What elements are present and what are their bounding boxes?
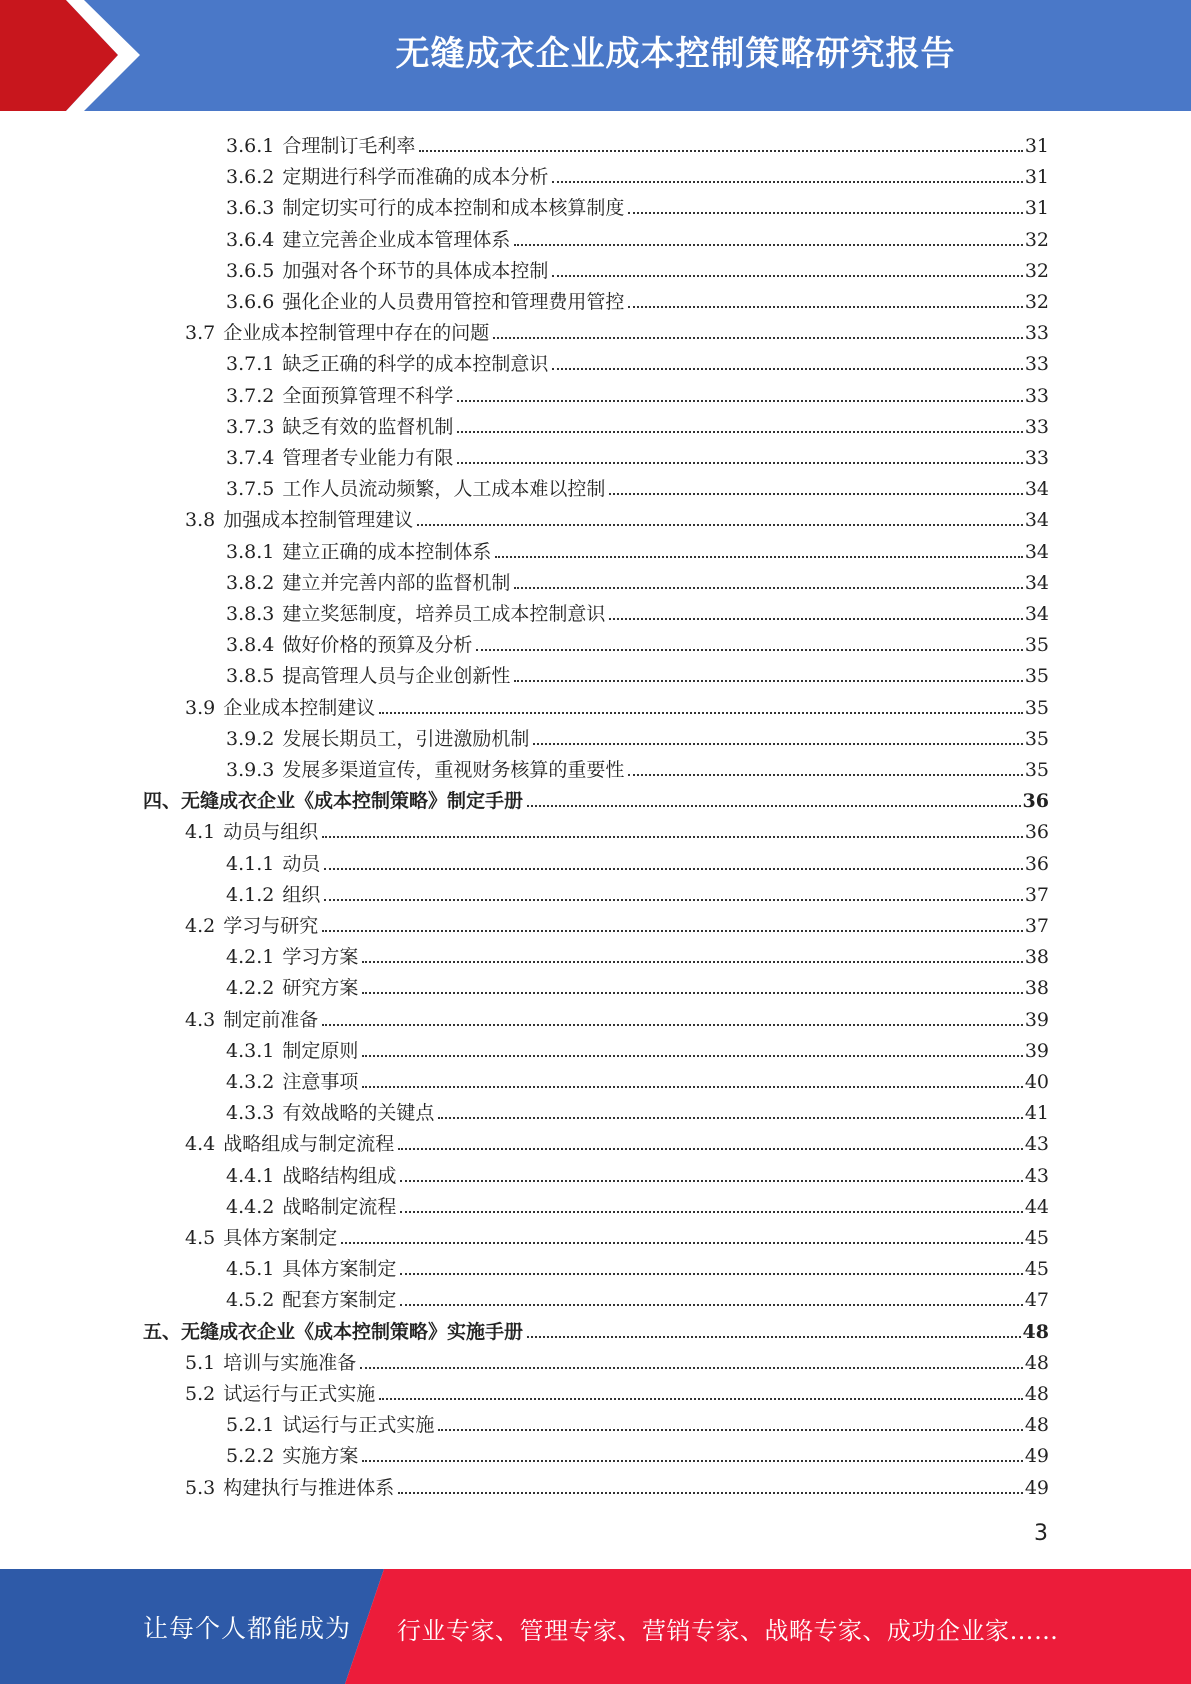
toc-entry[interactable] <box>185 1125 1049 1156</box>
toc-dot-leader <box>552 181 1022 183</box>
toc-entry-page: 35 <box>1024 727 1049 750</box>
toc-entry-number: 3.7.5 <box>226 478 275 501</box>
toc-entry-page: 48 <box>1024 1351 1049 1374</box>
toc-entry-number: 4.5 <box>185 1227 216 1249</box>
toc-entry-page: 48 <box>1024 1414 1049 1437</box>
toc-entry-page: 37 <box>1024 915 1049 937</box>
toc-entry-label: 注意事项 <box>282 1071 359 1093</box>
toc-entry-label: 缺乏正确的科学的成本控制意识 <box>282 353 549 376</box>
toc-entry-page: 34 <box>1024 603 1049 625</box>
toc-entry-label: 建立正确的成本控制体系 <box>282 540 492 563</box>
toc-entry-label: 有效战略的关键点 <box>282 1102 435 1125</box>
toc-entry-number: 3.9.3 <box>226 759 275 781</box>
toc-entry-label: 强化企业的人员费用管控和管理费用管控 <box>282 291 625 313</box>
toc-entry-page: 31 <box>1024 135 1049 157</box>
toc-dot-leader <box>609 493 1022 495</box>
toc-entry[interactable] <box>185 813 1049 844</box>
toc-entry-number: 4.3.2 <box>226 1071 275 1093</box>
page-header <box>0 0 1191 111</box>
toc-entry[interactable] <box>226 533 1049 564</box>
toc-entry[interactable] <box>226 283 1049 314</box>
toc-entry-page: 45 <box>1024 1258 1049 1281</box>
toc-entry-label: 缺乏有效的监督机制 <box>282 415 454 438</box>
toc-entry-number: 3.7.3 <box>226 415 275 438</box>
toc-entry[interactable] <box>226 595 1049 626</box>
toc-entry-page: 34 <box>1024 540 1049 563</box>
toc-entry-page: 35 <box>1024 759 1049 781</box>
toc-entry-label: 构建执行与推进体系 <box>223 1476 395 1499</box>
toc-entry-number: 3.6.4 <box>226 228 275 251</box>
toc-entry-label: 提高管理人员与企业创新性 <box>282 665 511 688</box>
toc-entry[interactable] <box>185 501 1049 532</box>
toc-dot-leader <box>628 306 1022 308</box>
toc-entry-page: 36 <box>1024 821 1049 844</box>
toc-entry-number: 4.2.2 <box>226 977 275 1000</box>
page-number: 3 <box>1034 1521 1048 1546</box>
toc-entry-page: 45 <box>1024 1227 1049 1249</box>
toc-entry[interactable] <box>143 1313 1049 1344</box>
toc-dot-leader <box>324 899 1022 901</box>
toc-entry[interactable] <box>226 470 1049 501</box>
toc-entry-page: 35 <box>1024 665 1049 688</box>
toc-entry-page: 34 <box>1024 509 1049 532</box>
toc-entry-page: 47 <box>1024 1289 1049 1312</box>
toc-entry-number: 5.1 <box>185 1351 216 1374</box>
toc-entry-label: 战略结构组成 <box>282 1164 397 1187</box>
toc-entry[interactable] <box>226 845 1049 876</box>
toc-dot-leader <box>398 1492 1023 1494</box>
toc-entry-page: 33 <box>1024 415 1049 438</box>
toc-entry-number: 3.7.4 <box>226 447 275 469</box>
toc-entry-number: 3.8.3 <box>226 603 275 625</box>
toc-dot-leader <box>322 836 1023 838</box>
toc-entry[interactable] <box>226 158 1049 189</box>
toc-entry-label: 加强成本控制管理建议 <box>223 509 414 532</box>
toc-entry-label: 无缝成衣企业《成本控制策略》实施手册 <box>181 1320 524 1343</box>
toc-dot-leader <box>398 1148 1023 1150</box>
toc-entry-label: 学习方案 <box>282 946 359 969</box>
toc-entry-label: 建立奖惩制度，培养员工成本控制意识 <box>282 603 606 625</box>
toc-entry-page: 33 <box>1024 322 1049 345</box>
toc-entry-number: 3.6.2 <box>226 166 275 189</box>
toc-entry-page: 35 <box>1024 696 1049 719</box>
toc-dot-leader <box>495 556 1022 558</box>
toc-entry-page: 38 <box>1024 946 1049 969</box>
toc-entry-label: 制定原则 <box>282 1039 359 1062</box>
toc-entry-number: 4.3.1 <box>226 1039 275 1062</box>
toc-entry[interactable] <box>185 314 1049 345</box>
toc-entry-page: 32 <box>1024 291 1049 313</box>
toc-entry-number: 5.2.2 <box>226 1445 275 1468</box>
toc-entry-label: 战略组成与制定流程 <box>223 1133 395 1156</box>
toc-dot-leader <box>514 244 1022 246</box>
header-chevron-icon <box>0 0 160 111</box>
toc-entry[interactable] <box>226 1188 1049 1219</box>
toc-dot-leader <box>362 961 1022 963</box>
toc-entry-number: 4.1.2 <box>226 883 275 906</box>
toc-dot-leader <box>514 680 1022 682</box>
toc-dot-leader <box>379 712 1023 714</box>
toc-entry[interactable] <box>226 252 1049 283</box>
toc-entry-label: 全面预算管理不科学 <box>282 384 454 407</box>
toc-entry-label: 制定切实可行的成本控制和成本核算制度 <box>282 197 625 220</box>
toc-entry-number: 5.2 <box>185 1383 216 1405</box>
toc-entry-label: 制定前准备 <box>223 1008 319 1031</box>
toc-entry[interactable] <box>226 938 1049 969</box>
toc-entry[interactable] <box>226 876 1049 907</box>
toc-dot-leader <box>476 649 1022 651</box>
toc-entry-number: 4.4.1 <box>226 1164 275 1187</box>
toc-dot-leader <box>457 400 1022 402</box>
toc-entry-page: 32 <box>1024 259 1049 282</box>
toc-dot-leader <box>493 337 1023 339</box>
toc-dot-leader <box>322 1024 1023 1026</box>
toc-entry[interactable] <box>226 127 1049 158</box>
toc-entry[interactable] <box>226 1032 1049 1063</box>
toc-entry[interactable] <box>226 751 1049 782</box>
toc-entry-page: 43 <box>1024 1164 1049 1187</box>
toc-entry[interactable] <box>226 1437 1049 1468</box>
toc-entry-number: 3.7.2 <box>226 384 275 407</box>
toc-entry-label: 发展多渠道宣传，重视财务核算的重要性 <box>282 759 625 781</box>
toc-entry-page: 31 <box>1024 166 1049 189</box>
toc-dot-leader <box>527 1336 1021 1338</box>
toc-entry-number: 4.4.2 <box>226 1195 275 1218</box>
toc-entry-label: 企业成本控制管理中存在的问题 <box>223 322 490 345</box>
toc-dot-leader <box>362 1086 1022 1088</box>
toc-entry-number: 3.8.5 <box>226 665 275 688</box>
toc-entry-page: 49 <box>1024 1445 1049 1468</box>
toc-entry-number: 4.4 <box>185 1133 216 1156</box>
toc-entry-number: 3.7.1 <box>226 353 275 376</box>
toc-entry-page: 38 <box>1024 977 1049 1000</box>
toc-dot-leader <box>417 524 1023 526</box>
toc-entry-label: 培训与实施准备 <box>223 1351 357 1374</box>
toc-entry-label: 无缝成衣企业《成本控制策略》制定手册 <box>181 790 524 813</box>
toc-dot-leader <box>362 1460 1022 1462</box>
toc-dot-leader <box>419 150 1022 152</box>
toc-entry-page: 39 <box>1024 1039 1049 1062</box>
header-title: 无缝成衣企业成本控制策略研究报告 <box>395 34 956 74</box>
toc-dot-leader <box>400 1304 1022 1306</box>
toc-entry[interactable] <box>226 408 1049 439</box>
toc-dot-leader <box>379 1398 1023 1400</box>
toc-entry-page: 31 <box>1024 197 1049 220</box>
toc-entry[interactable] <box>226 1406 1049 1437</box>
toc-entry-number: 4.2 <box>185 915 216 937</box>
toc-entry-page: 48 <box>1024 1383 1049 1405</box>
toc-entry-number: 4.2.1 <box>226 946 275 969</box>
toc-entry-label: 管理者专业能力有限 <box>282 447 454 469</box>
toc-entry-label: 试运行与正式实施 <box>223 1383 376 1405</box>
toc-entry-number: 3.8.2 <box>226 571 275 594</box>
page-footer <box>0 1569 1191 1684</box>
toc-entry[interactable] <box>226 564 1049 595</box>
toc-dot-leader <box>457 462 1022 464</box>
toc-entry[interactable] <box>226 1281 1049 1312</box>
toc-entry-page: 43 <box>1024 1133 1049 1156</box>
toc-entry-label: 研究方案 <box>282 977 359 1000</box>
toc-entry-label: 建立并完善内部的监督机制 <box>282 571 511 594</box>
toc-entry-page: 34 <box>1024 478 1049 501</box>
toc-entry[interactable] <box>226 657 1049 688</box>
toc-entry-label: 组织 <box>282 883 321 906</box>
toc-entry[interactable] <box>226 1094 1049 1125</box>
toc-dot-leader <box>400 1180 1022 1182</box>
toc-dot-leader <box>552 368 1022 370</box>
toc-dot-leader <box>438 1117 1022 1119</box>
toc-dot-leader <box>609 618 1022 620</box>
toc-entry-page: 41 <box>1024 1102 1049 1125</box>
toc-dot-leader <box>360 1367 1023 1369</box>
toc-entry-label: 具体方案制定 <box>223 1227 338 1249</box>
toc-entry[interactable] <box>185 1344 1049 1375</box>
toc-entry-number: 四、 <box>143 790 182 813</box>
toc-entry-page: 39 <box>1024 1008 1049 1031</box>
toc-dot-leader <box>533 743 1022 745</box>
footer-roles: 行业专家、管理专家、营销专家、战略专家、成功企业家…… <box>397 1617 1059 1645</box>
toc-entry-label: 定期进行科学而准确的成本分析 <box>282 166 549 189</box>
toc-entry[interactable] <box>185 689 1049 720</box>
toc-entry-label: 发展长期员工，引进激励机制 <box>282 727 530 750</box>
toc-entry-number: 5.3 <box>185 1476 216 1499</box>
toc-entry-label: 实施方案 <box>282 1445 359 1468</box>
toc-entry[interactable] <box>226 1250 1049 1281</box>
toc-entry-number: 3.8.1 <box>226 540 275 563</box>
toc-entry[interactable] <box>185 1469 1049 1500</box>
toc-entry-page: 40 <box>1024 1071 1049 1093</box>
toc-dot-leader <box>438 1429 1022 1431</box>
toc-entry-number: 4.5.1 <box>226 1258 275 1281</box>
toc-entry-label: 加强对各个环节的具体成本控制 <box>282 259 549 282</box>
toc-entry-number: 3.6.6 <box>226 291 275 313</box>
toc-entry-number: 五、 <box>143 1320 182 1343</box>
toc-entry-number: 4.1.1 <box>226 852 275 875</box>
toc-entry-page: 44 <box>1024 1195 1049 1218</box>
toc-dot-leader <box>457 431 1022 433</box>
toc-entry-page: 32 <box>1024 228 1049 251</box>
toc-dot-leader <box>628 212 1022 214</box>
toc-entry-page: 36 <box>1022 790 1049 813</box>
toc-dot-leader <box>400 1273 1022 1275</box>
toc-entry-number: 5.2.1 <box>226 1414 275 1437</box>
toc-entry-number: 3.7 <box>185 322 216 345</box>
toc-entry-number: 4.5.2 <box>226 1289 275 1312</box>
toc-entry-page: 35 <box>1024 634 1049 657</box>
toc-entry-label: 试运行与正式实施 <box>282 1414 435 1437</box>
toc-entry-label: 工作人员流动频繁，人工成本难以控制 <box>282 478 606 501</box>
toc-entry[interactable] <box>226 345 1049 376</box>
toc-entry-number: 3.9.2 <box>226 727 275 750</box>
toc-entry-number: 4.1 <box>185 821 216 844</box>
toc-entry-label: 动员 <box>282 852 321 875</box>
toc-entry[interactable] <box>226 221 1049 252</box>
toc-entry[interactable] <box>185 1219 1049 1250</box>
toc-entry[interactable] <box>226 1063 1049 1094</box>
toc-dot-leader <box>362 992 1022 994</box>
toc-entry-label: 合理制订毛利率 <box>282 135 416 157</box>
toc-entry-page: 48 <box>1022 1320 1049 1343</box>
toc-entry-label: 做好价格的预算及分析 <box>282 634 473 657</box>
toc-entry-page: 36 <box>1024 852 1049 875</box>
toc-entry-number: 3.6.1 <box>226 135 275 157</box>
toc-entry-page: 33 <box>1024 447 1049 469</box>
toc-dot-leader <box>628 774 1022 776</box>
toc-entry-label: 企业成本控制建议 <box>223 696 376 719</box>
toc-entry[interactable] <box>185 907 1049 938</box>
toc-entry[interactable] <box>143 782 1049 813</box>
toc-dot-leader <box>552 275 1022 277</box>
toc-dot-leader <box>362 1055 1022 1057</box>
toc-entry[interactable] <box>226 189 1049 220</box>
toc-entry-label: 建立完善企业成本管理体系 <box>282 228 511 251</box>
toc-entry-label: 动员与组织 <box>223 821 319 844</box>
toc-entry-label: 战略制定流程 <box>282 1195 397 1218</box>
toc-entry-label: 具体方案制定 <box>282 1258 397 1281</box>
toc-entry-number: 4.3 <box>185 1008 216 1031</box>
toc-entry-number: 3.9 <box>185 696 216 719</box>
toc-dot-leader <box>514 587 1022 589</box>
toc-entry[interactable] <box>185 1001 1049 1032</box>
toc-entry[interactable] <box>226 626 1049 657</box>
toc-entry-page: 37 <box>1024 883 1049 906</box>
toc-entry-number: 3.6.3 <box>226 197 275 220</box>
toc-dot-leader <box>400 1211 1022 1213</box>
toc-entry-page: 33 <box>1024 384 1049 407</box>
toc-entry-number: 3.6.5 <box>226 259 275 282</box>
toc-dot-leader <box>324 868 1022 870</box>
footer-slogan: 让每个人都能成为 <box>143 1614 352 1643</box>
toc-entry-page: 49 <box>1024 1476 1049 1499</box>
toc-dot-leader <box>322 930 1023 932</box>
toc-entry[interactable] <box>226 1157 1049 1188</box>
toc-entry[interactable] <box>226 969 1049 1000</box>
toc-entry-page: 34 <box>1024 571 1049 594</box>
toc-entry-label: 学习与研究 <box>223 915 319 937</box>
toc-entry[interactable] <box>226 377 1049 408</box>
toc-entry-label: 配套方案制定 <box>282 1289 397 1312</box>
toc-entry[interactable] <box>226 439 1049 470</box>
toc-entry-number: 3.8.4 <box>226 634 275 657</box>
toc-dot-leader <box>341 1242 1023 1244</box>
toc-entry-number: 3.8 <box>185 509 216 532</box>
toc-entry-page: 33 <box>1024 353 1049 376</box>
toc-entry-number: 4.3.3 <box>226 1102 275 1125</box>
toc-dot-leader <box>527 805 1021 807</box>
toc-entry[interactable] <box>226 720 1049 751</box>
toc-entry[interactable] <box>185 1375 1049 1406</box>
